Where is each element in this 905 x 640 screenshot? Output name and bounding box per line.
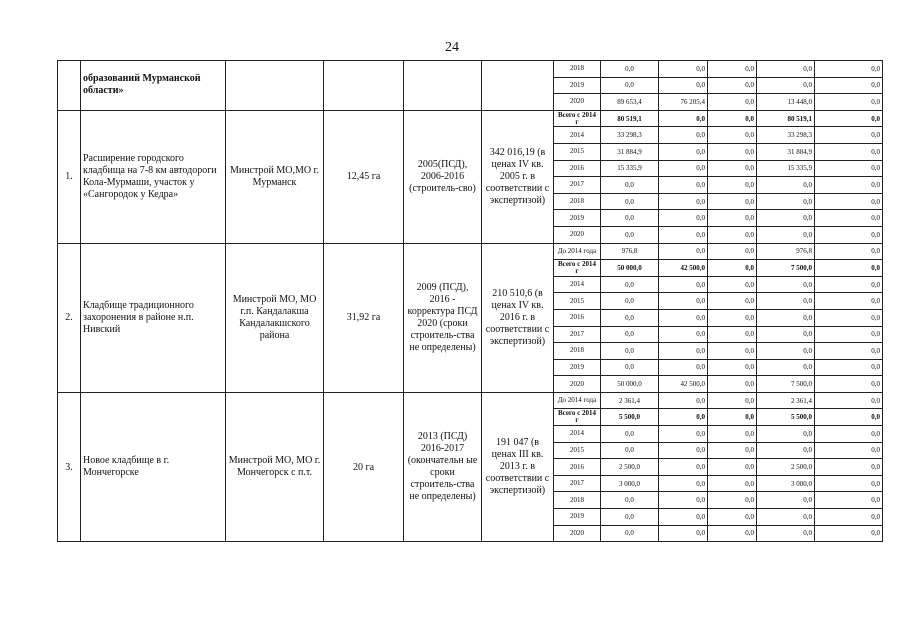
funding-cell: 0,0 <box>757 276 815 293</box>
funding-cell: 0,0 <box>601 210 659 227</box>
funding-cell: 0,0 <box>708 193 757 210</box>
year-cell: До 2014 года <box>554 392 601 409</box>
funding-cell: 0,0 <box>601 426 659 443</box>
funding-cell: 50 000,0 <box>601 260 659 277</box>
funding-cell: 13 448,0 <box>757 94 815 111</box>
project-number: 2. <box>58 243 81 392</box>
funding-cell: 976,8 <box>757 243 815 260</box>
table-row <box>58 392 883 409</box>
funding-cell: 0,0 <box>708 309 757 326</box>
year-cell: 2020 <box>554 226 601 243</box>
funding-cell: 0,0 <box>815 260 883 277</box>
year-cell: 2018 <box>554 343 601 360</box>
funding-cell: 0,0 <box>815 193 883 210</box>
funding-cell: 0,0 <box>815 492 883 509</box>
funding-cell: 0,0 <box>601 177 659 194</box>
year-cell: Всего с 2014 г <box>554 260 601 277</box>
year-cell: Всего с 2014 г <box>554 409 601 426</box>
funding-cell: 0,0 <box>601 326 659 343</box>
funding-cell: 5 500,0 <box>601 409 659 426</box>
funding-cell: 0,0 <box>659 326 708 343</box>
funding-cell: 0,0 <box>757 177 815 194</box>
funding-cell: 0,0 <box>601 276 659 293</box>
funding-cell: 0,0 <box>659 77 708 94</box>
year-cell: 2020 <box>554 94 601 111</box>
funding-cell: 0,0 <box>815 309 883 326</box>
funding-cell: 42 500,0 <box>659 260 708 277</box>
funding-cell: 0,0 <box>659 226 708 243</box>
funding-cell: 0,0 <box>815 61 883 78</box>
funding-cell: 0,0 <box>601 442 659 459</box>
funding-cell: 0,0 <box>708 94 757 111</box>
funding-cell: 31 884,9 <box>757 143 815 160</box>
funding-cell: 0,0 <box>659 293 708 310</box>
project-term: 2005(ПСД), 2006-2016 (строитель-сво) <box>404 110 482 243</box>
funding-cell: 0,0 <box>659 359 708 376</box>
year-cell: До 2014 года <box>554 243 601 260</box>
funding-cell: 15 335,9 <box>757 160 815 177</box>
funding-cell: 0,0 <box>815 226 883 243</box>
funding-cell: 0,0 <box>659 309 708 326</box>
funding-cell: 0,0 <box>815 293 883 310</box>
funding-cell: 0,0 <box>659 143 708 160</box>
funding-cell: 0,0 <box>601 492 659 509</box>
funding-cell: 0,0 <box>757 210 815 227</box>
project-customer: Минстрой МО, МО г.п. Кандалакша Кандалакшского района <box>226 243 324 392</box>
funding-cell: 0,0 <box>815 509 883 526</box>
year-cell: 2020 <box>554 525 601 542</box>
year-cell: 2017 <box>554 177 601 194</box>
funding-cell: 0,0 <box>815 459 883 476</box>
project-term <box>404 61 482 111</box>
funding-cell: 0,0 <box>815 177 883 194</box>
funding-cell: 0,0 <box>601 359 659 376</box>
project-cost: 191 047 (в ценах III кв. 2013 г. в соответствии с экспертизой) <box>482 392 554 541</box>
funding-cell: 7 500,0 <box>757 376 815 393</box>
funding-cell: 0,0 <box>708 326 757 343</box>
year-cell: 2019 <box>554 509 601 526</box>
funding-cell: 0,0 <box>757 309 815 326</box>
year-cell: 2015 <box>554 442 601 459</box>
funding-cell: 0,0 <box>708 376 757 393</box>
funding-cell: 0,0 <box>815 426 883 443</box>
funding-cell: 0,0 <box>659 110 708 127</box>
year-cell: 2019 <box>554 359 601 376</box>
funding-cell: 0,0 <box>708 442 757 459</box>
funding-cell: 5 500,0 <box>757 409 815 426</box>
funding-cell: 0,0 <box>757 442 815 459</box>
funding-cell: 2 500,0 <box>757 459 815 476</box>
funding-cell: 0,0 <box>601 525 659 542</box>
funding-cell: 0,0 <box>659 210 708 227</box>
funding-cell: 31 884,9 <box>601 143 659 160</box>
funding-cell: 0,0 <box>601 193 659 210</box>
year-cell: 2016 <box>554 160 601 177</box>
funding-cell: 0,0 <box>708 143 757 160</box>
project-customer: Минстрой МО,МО г. Мурманск <box>226 110 324 243</box>
funding-cell: 0,0 <box>708 110 757 127</box>
funding-cell: 0,0 <box>708 459 757 476</box>
project-name: Расширение городского кладбища на 7-8 км автодороги Кола-Мурмаши, участок у «Сангородок у Кедра» <box>81 110 226 243</box>
funding-cell: 0,0 <box>757 77 815 94</box>
year-cell: 2017 <box>554 475 601 492</box>
funding-cell: 0,0 <box>708 276 757 293</box>
project-area: 20 га <box>324 392 404 541</box>
funding-cell: 0,0 <box>708 492 757 509</box>
funding-cell: 0,0 <box>708 226 757 243</box>
funding-cell: 0,0 <box>815 94 883 111</box>
funding-cell: 0,0 <box>601 226 659 243</box>
funding-cell: 0,0 <box>708 243 757 260</box>
funding-cell: 0,0 <box>601 309 659 326</box>
funding-cell: 0,0 <box>708 260 757 277</box>
funding-cell: 0,0 <box>659 61 708 78</box>
funding-cell: 76 205,4 <box>659 94 708 111</box>
funding-cell: 0,0 <box>708 426 757 443</box>
funding-cell: 0,0 <box>708 127 757 144</box>
funding-cell: 0,0 <box>601 343 659 360</box>
project-area: 12,45 га <box>324 110 404 243</box>
funding-cell: 0,0 <box>757 492 815 509</box>
funding-cell: 2 361,4 <box>757 392 815 409</box>
funding-cell: 0,0 <box>708 475 757 492</box>
funding-cell: 0,0 <box>659 193 708 210</box>
page-number: 24 <box>445 40 459 55</box>
funding-cell: 3 000,0 <box>757 475 815 492</box>
funding-cell: 0,0 <box>757 226 815 243</box>
project-name: Кладбище традиционного захоронения в районе н.п. Нивский <box>81 243 226 392</box>
year-cell: 2019 <box>554 77 601 94</box>
funding-cell: 0,0 <box>708 409 757 426</box>
year-cell: 2018 <box>554 492 601 509</box>
header-continuation: образований Мурманской области» <box>81 61 226 111</box>
year-cell: 2016 <box>554 459 601 476</box>
project-number <box>58 61 81 111</box>
funding-cell: 0,0 <box>708 359 757 376</box>
funding-cell: 0,0 <box>815 326 883 343</box>
project-term: 2009 (ПСД), 2016 - корректура ПСД 2020 (сроки строитель-ства не определены) <box>404 243 482 392</box>
funding-cell: 0,0 <box>659 243 708 260</box>
funding-cell: 0,0 <box>757 61 815 78</box>
funding-cell: 0,0 <box>659 177 708 194</box>
funding-cell: 0,0 <box>659 392 708 409</box>
funding-cell: 0,0 <box>659 475 708 492</box>
funding-cell: 0,0 <box>757 525 815 542</box>
funding-cell: 3 000,0 <box>601 475 659 492</box>
funding-cell: 0,0 <box>659 509 708 526</box>
funding-cell: 0,0 <box>708 61 757 78</box>
project-customer: Минстрой МО, МО г. Мончегорск с п.т. <box>226 392 324 541</box>
funding-cell: 0,0 <box>659 426 708 443</box>
funding-cell: 0,0 <box>659 409 708 426</box>
project-number: 3. <box>58 392 81 541</box>
funding-cell: 0,0 <box>815 160 883 177</box>
funding-cell: 0,0 <box>708 160 757 177</box>
funding-cell: 80 519,1 <box>757 110 815 127</box>
project-area <box>324 61 404 111</box>
funding-cell: 80 519,1 <box>601 110 659 127</box>
project-area: 31,92 га <box>324 243 404 392</box>
funding-cell: 976,8 <box>601 243 659 260</box>
funding-cell: 0,0 <box>659 492 708 509</box>
project-cost: 210 510,6 (в ценах IV кв. 2016 г. в соответствии с экспертизой) <box>482 243 554 392</box>
funding-cell: 0,0 <box>815 442 883 459</box>
funding-cell: 0,0 <box>708 293 757 310</box>
funding-cell: 0,0 <box>815 409 883 426</box>
funding-cell: 0,0 <box>708 525 757 542</box>
year-cell: 2015 <box>554 143 601 160</box>
funding-cell: 0,0 <box>708 343 757 360</box>
funding-cell: 42 500,0 <box>659 376 708 393</box>
funding-cell: 0,0 <box>757 343 815 360</box>
funding-cell: 0,0 <box>815 77 883 94</box>
funding-cell: 0,0 <box>757 359 815 376</box>
funding-cell: 0,0 <box>659 343 708 360</box>
table-row <box>58 110 883 127</box>
year-cell: 2015 <box>554 293 601 310</box>
funding-cell: 0,0 <box>815 110 883 127</box>
funding-cell: 0,0 <box>815 210 883 227</box>
funding-cell: 2 361,4 <box>601 392 659 409</box>
year-cell: 2016 <box>554 309 601 326</box>
funding-cell: 0,0 <box>708 77 757 94</box>
funding-cell: 0,0 <box>659 276 708 293</box>
project-term: 2013 (ПСД) 2016-2017 (окончательн ые сроки строитель-ства не определены) <box>404 392 482 541</box>
year-cell: 2018 <box>554 193 601 210</box>
funding-cell: 50 000,0 <box>601 376 659 393</box>
table-row <box>58 243 883 260</box>
program-table <box>57 60 883 542</box>
funding-cell: 0,0 <box>815 376 883 393</box>
funding-cell: 0,0 <box>659 442 708 459</box>
funding-cell: 89 653,4 <box>601 94 659 111</box>
funding-cell: 0,0 <box>815 343 883 360</box>
funding-cell: 0,0 <box>659 160 708 177</box>
funding-cell: 0,0 <box>757 293 815 310</box>
funding-cell: 0,0 <box>815 359 883 376</box>
funding-cell: 0,0 <box>659 459 708 476</box>
funding-cell: 0,0 <box>601 61 659 78</box>
funding-cell: 0,0 <box>815 392 883 409</box>
year-cell: 2020 <box>554 376 601 393</box>
year-cell: Всего с 2014 г <box>554 110 601 127</box>
year-cell: 2014 <box>554 127 601 144</box>
funding-cell: 0,0 <box>708 392 757 409</box>
project-cost <box>482 61 554 111</box>
funding-cell: 0,0 <box>757 326 815 343</box>
funding-cell: 0,0 <box>601 509 659 526</box>
year-cell: 2018 <box>554 61 601 78</box>
funding-cell: 0,0 <box>708 509 757 526</box>
funding-cell: 33 298,3 <box>757 127 815 144</box>
funding-cell: 0,0 <box>601 77 659 94</box>
year-cell: 2019 <box>554 210 601 227</box>
funding-cell: 0,0 <box>757 426 815 443</box>
funding-cell: 0,0 <box>601 293 659 310</box>
project-number: 1. <box>58 110 81 243</box>
funding-cell: 2 500,0 <box>601 459 659 476</box>
funding-cell: 15 335,9 <box>601 160 659 177</box>
funding-cell: 0,0 <box>815 276 883 293</box>
year-cell: 2017 <box>554 326 601 343</box>
funding-cell: 0,0 <box>708 177 757 194</box>
funding-cell: 0,0 <box>815 525 883 542</box>
funding-cell: 0,0 <box>815 127 883 144</box>
funding-cell: 0,0 <box>815 243 883 260</box>
project-cost: 342 016,19 (в ценах IV кв. 2005 г. в соответствии с экспертизой) <box>482 110 554 243</box>
funding-cell: 0,0 <box>757 509 815 526</box>
project-name: Новое кладбище в г. Мончегорске <box>81 392 226 541</box>
table-row <box>58 61 883 78</box>
funding-cell: 0,0 <box>757 193 815 210</box>
funding-cell: 33 298,3 <box>601 127 659 144</box>
project-customer <box>226 61 324 111</box>
year-cell: 2014 <box>554 276 601 293</box>
funding-cell: 0,0 <box>708 210 757 227</box>
funding-cell: 0,0 <box>815 143 883 160</box>
funding-cell: 0,0 <box>815 475 883 492</box>
funding-cell: 0,0 <box>659 525 708 542</box>
funding-cell: 7 500,0 <box>757 260 815 277</box>
funding-cell: 0,0 <box>659 127 708 144</box>
year-cell: 2014 <box>554 426 601 443</box>
